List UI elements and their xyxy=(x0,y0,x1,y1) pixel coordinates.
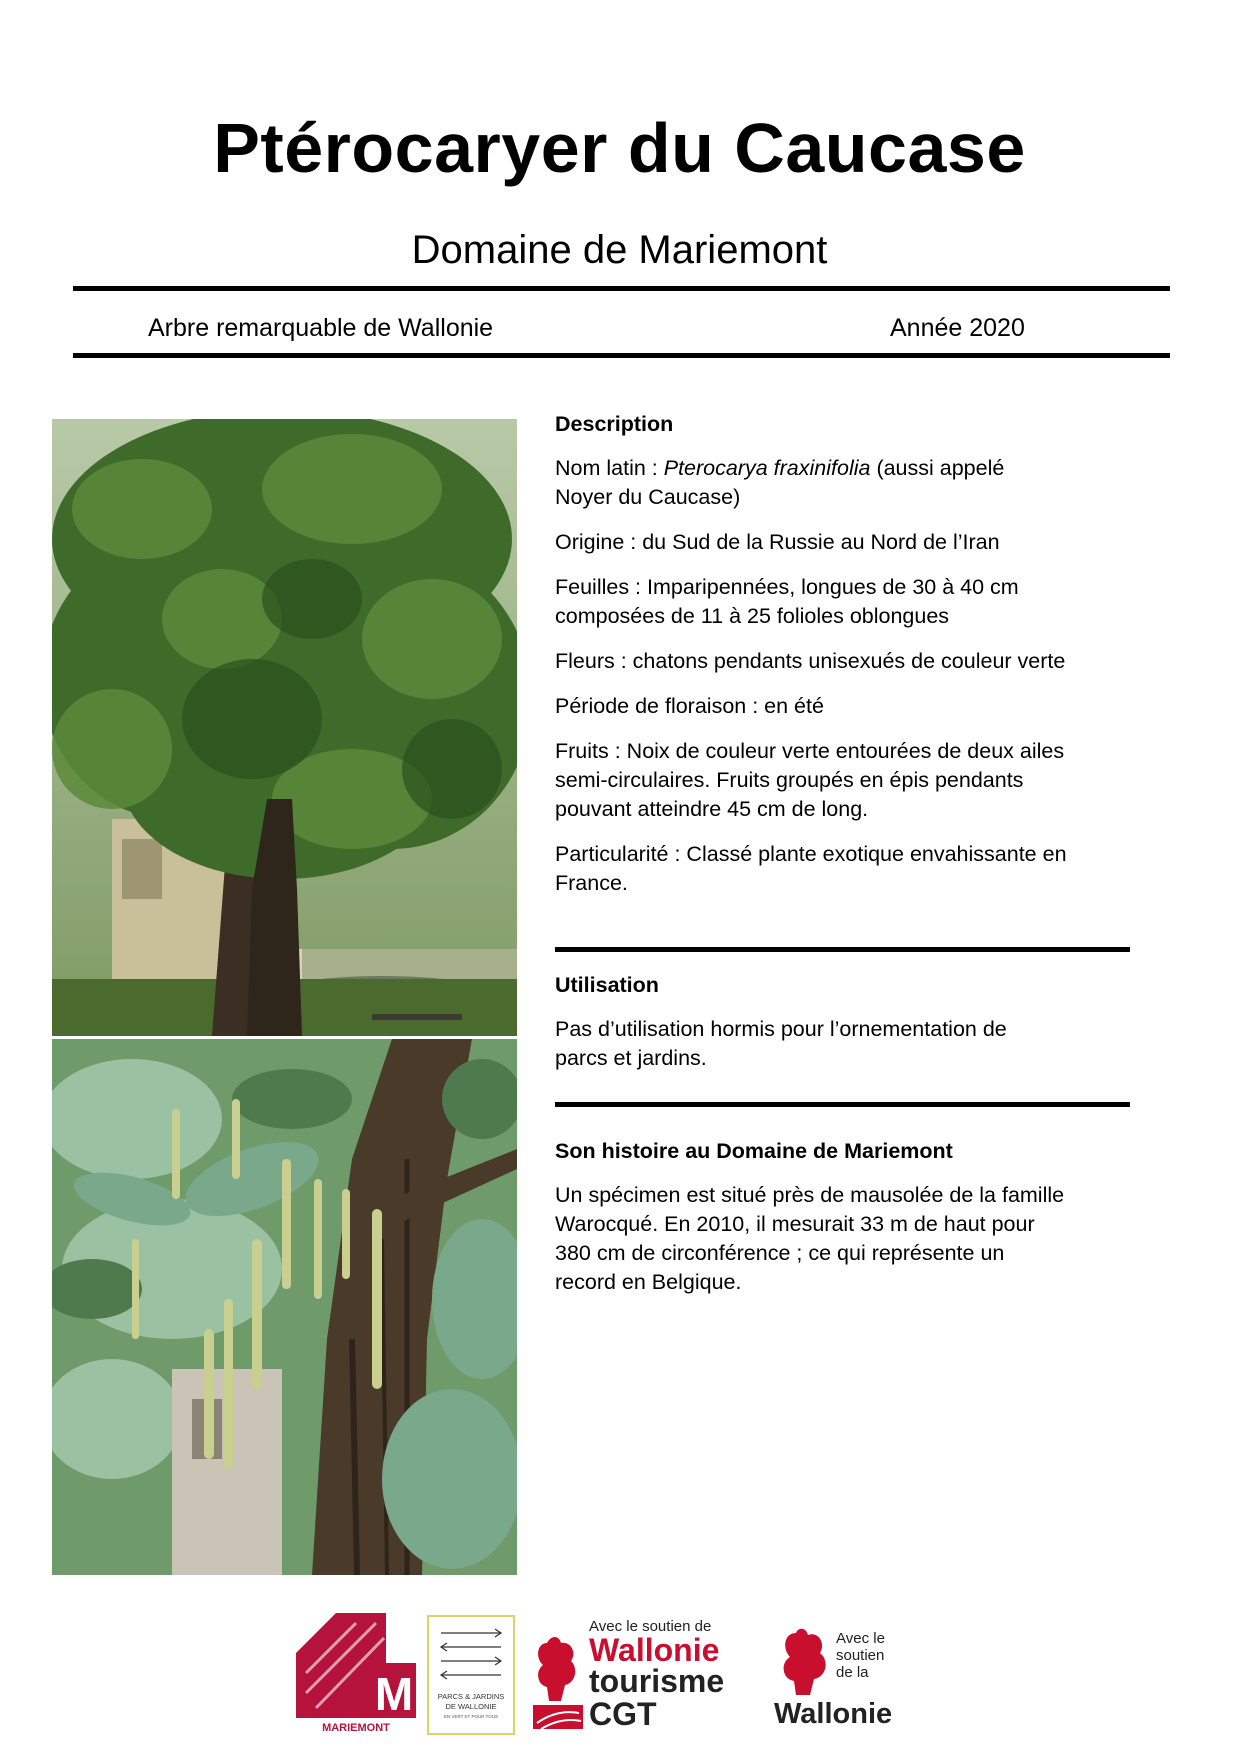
rooster-icon xyxy=(784,1629,826,1695)
parcs-jardins-logo xyxy=(427,1615,515,1735)
wallonie-soutien-logo xyxy=(770,1625,910,1735)
usage-line: parcs et jardins. xyxy=(555,1046,707,1070)
page-subtitle: Domaine de Mariemont xyxy=(411,228,828,272)
description-section xyxy=(555,410,1110,898)
history-line: Un spécimen est situé près de mausolée de la famille xyxy=(555,1183,1065,1207)
section-divider xyxy=(555,1102,1130,1107)
header-divider-bottom xyxy=(73,353,1170,358)
usage-section xyxy=(555,971,1110,1073)
latin-label: Nom latin : xyxy=(555,456,664,480)
particularity-line: France. xyxy=(555,871,628,895)
fruits-line: Fruits : Noix de couleur verte entourées de deux ailes xyxy=(555,739,1065,763)
tree-photo-overview xyxy=(52,419,517,1036)
latin-alias: Noyer du Caucase) xyxy=(555,485,741,509)
section-divider xyxy=(555,947,1130,952)
history-paragraph xyxy=(555,1181,1110,1297)
usage-paragraph xyxy=(555,1015,1110,1073)
parcs-line-1: PARCS & JARDINS xyxy=(437,1692,505,1701)
leaves-line: Feuilles : Imparipennées, longues de 30 à 40 cm xyxy=(555,575,1019,599)
parcs-line-3: EN VERT ET POUR TOUS xyxy=(443,1714,499,1719)
sponsor-logos xyxy=(0,1613,1239,1743)
usage-line: Pas d’utilisation hormis pour l’ornementation de xyxy=(555,1017,1007,1041)
soutien-line-1: Avec le xyxy=(836,1630,885,1647)
description-heading: Description xyxy=(555,412,674,436)
history-section xyxy=(555,1137,1110,1297)
tourisme-word: tourisme xyxy=(589,1663,725,1699)
mariemont-name: MARIEMONT xyxy=(322,1722,390,1734)
history-line: 380 cm de circonférence ; ce qui représente un xyxy=(555,1241,1005,1265)
flowers-text: Fleurs : chatons pendants unisexués de couleur verte xyxy=(555,649,1066,673)
particularity-paragraph xyxy=(555,840,1110,898)
header-divider-top xyxy=(73,286,1170,291)
rooster-icon xyxy=(533,1637,583,1729)
year-label: Année 2020 xyxy=(890,314,1025,342)
history-line: record en Belgique. xyxy=(555,1270,742,1294)
fruits-paragraph xyxy=(555,737,1110,824)
history-line: Warocqué. En 2010, il mesurait 33 m de haut pour xyxy=(555,1212,1035,1236)
wallonie-tourisme-logo xyxy=(527,1613,737,1735)
latin-name-paragraph xyxy=(555,454,1110,512)
tourisme-wallonie: Wallonie xyxy=(589,1632,720,1668)
soutien-line-3: de la xyxy=(836,1664,869,1681)
leaves-line: composées de 11 à 25 folioles oblongues xyxy=(555,604,950,628)
tree-photo-catkins xyxy=(52,1039,517,1575)
usage-heading: Utilisation xyxy=(555,973,659,997)
flowering-period-text: Période de floraison : en été xyxy=(555,694,824,718)
page-title: Ptérocaryer du Caucase xyxy=(213,109,1026,187)
fruits-line: pouvant atteindre 45 cm de long. xyxy=(555,797,869,821)
origin-text: Origine : du Sud de la Russie au Nord de l’Iran xyxy=(555,530,1000,554)
latin-name: Pterocarya fraxinifolia xyxy=(663,456,871,480)
cgt-label: CGT xyxy=(589,1696,657,1732)
fruits-line: semi-circulaires. Fruits groupés en épis pendants xyxy=(555,768,1024,792)
particularity-line: Particularité : Classé plante exotique envahissante en xyxy=(555,842,1067,866)
mariemont-letter: M xyxy=(374,1668,414,1720)
latin-suffix: (aussi appelé xyxy=(870,456,1005,480)
history-heading: Son histoire au Domaine de Mariemont xyxy=(555,1139,953,1163)
leaves-paragraph xyxy=(555,573,1110,631)
parcs-line-2: DE WALLONIE xyxy=(445,1702,497,1711)
soutien-wallonie: Wallonie xyxy=(774,1698,893,1730)
mariemont-logo xyxy=(296,1613,416,1735)
category-label: Arbre remarquable de Wallonie xyxy=(148,314,494,342)
tourisme-tagline: Avec le soutien de xyxy=(589,1618,712,1635)
soutien-line-2: soutien xyxy=(836,1647,885,1664)
